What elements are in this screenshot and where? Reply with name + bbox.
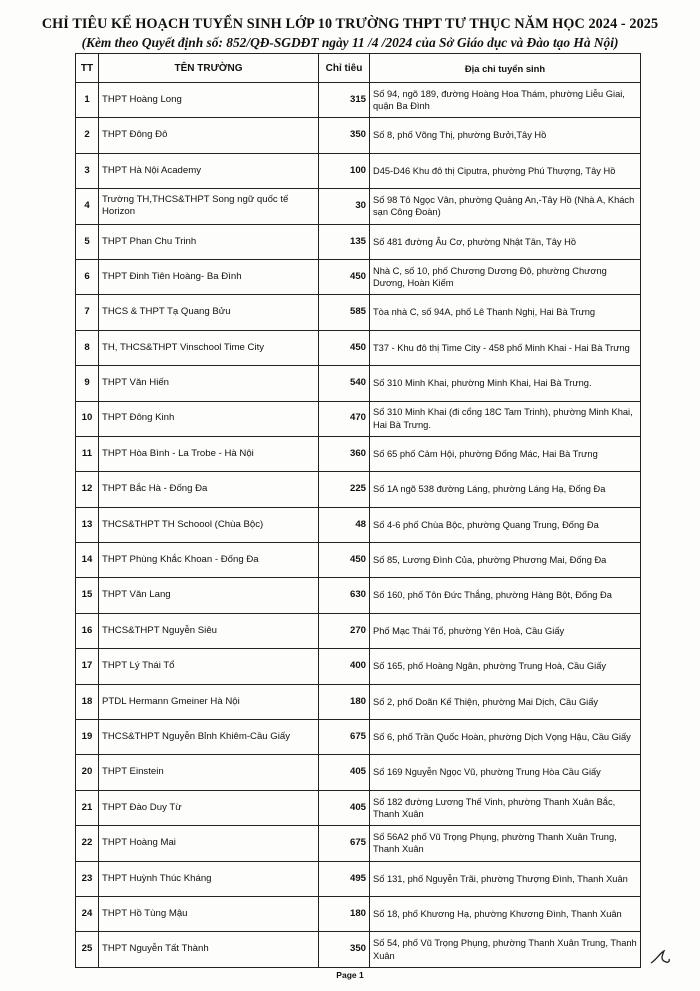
cell-quota: 450 <box>319 330 370 365</box>
cell-address: Nhà C, số 10, phố Chương Dương Độ, phường Chương Dương, Hoàn Kiếm <box>370 259 641 294</box>
cell-quota: 675 <box>319 720 370 755</box>
cell-address: Số 1A ngõ 538 đường Láng, phường Láng Hạ, Đống Đa <box>370 472 641 507</box>
page-number: Page 1 <box>336 970 364 980</box>
table-row <box>76 401 641 436</box>
cell-school-name: THPT Hoàng Mai <box>99 826 319 861</box>
cell-tt: 17 <box>76 649 99 684</box>
cell-school-name: THPT Phan Chu Trinh <box>99 224 319 259</box>
cell-tt: 3 <box>76 153 99 188</box>
cell-tt: 18 <box>76 684 99 719</box>
admission-quota-table <box>75 53 641 968</box>
table-row <box>76 790 641 825</box>
table-row <box>76 330 641 365</box>
cell-quota: 470 <box>319 401 370 436</box>
cell-quota: 630 <box>319 578 370 613</box>
cell-quota: 495 <box>319 861 370 896</box>
header-tt: TT <box>76 54 99 83</box>
table-row <box>76 684 641 719</box>
cell-address: Số 165, phố Hoàng Ngân, phường Trung Hoà, Cầu Giấy <box>370 649 641 684</box>
cell-quota: 30 <box>319 189 370 224</box>
cell-school-name: THPT Einstein <box>99 755 319 790</box>
cell-quota: 315 <box>319 83 370 118</box>
cell-tt: 13 <box>76 507 99 542</box>
cell-quota: 180 <box>319 896 370 931</box>
cell-quota: 270 <box>319 613 370 648</box>
cell-school-name: THPT Phùng Khắc Khoan - Đống Đa <box>99 543 319 578</box>
cell-school-name: THPT Đông Đô <box>99 118 319 153</box>
cell-tt: 11 <box>76 436 99 471</box>
cell-address: Số 85, Lương Đình Của, phường Phương Mai, Đống Đa <box>370 543 641 578</box>
cell-school-name: TH, THCS&THPT Vinschool Time City <box>99 330 319 365</box>
cell-quota: 405 <box>319 790 370 825</box>
header-address: Địa chỉ tuyển sinh <box>370 54 641 83</box>
table-row <box>76 755 641 790</box>
cell-tt: 4 <box>76 189 99 224</box>
cell-school-name: THPT Hồ Tùng Mậu <box>99 896 319 931</box>
cell-address: Số 182 đường Lương Thế Vinh, phường Thanh Xuân Bắc, Thanh Xuân <box>370 790 641 825</box>
cell-school-name: THPT Hoàng Long <box>99 83 319 118</box>
table-row <box>76 543 641 578</box>
cell-address: Số 18, phố Khương Hạ, phường Khương Đình, Thanh Xuân <box>370 896 641 931</box>
cell-tt: 21 <box>76 790 99 825</box>
cell-address: Số 94, ngõ 189, đường Hoàng Hoa Thám, phường Liễu Giai, quận Ba Đình <box>370 83 641 118</box>
cell-tt: 15 <box>76 578 99 613</box>
table-header-row <box>76 54 641 83</box>
table-row <box>76 720 641 755</box>
cell-address: Số 56A2 phố Vũ Trọng Phụng, phường Thanh Xuân Trung, Thanh Xuân <box>370 826 641 861</box>
cell-school-name: THPT Văn Hiến <box>99 366 319 401</box>
cell-tt: 25 <box>76 932 99 967</box>
table-row <box>76 259 641 294</box>
document-subtitle: (Kèm theo Quyết định số: 852/QĐ-SGDĐT ngày 11 /4 /2024 của Sở Giáo dục và Đào tạo Hà Nội) <box>81 35 619 50</box>
table-row <box>76 578 641 613</box>
cell-school-name: THPT Lý Thái Tổ <box>99 649 319 684</box>
pen-mark-icon <box>648 948 672 968</box>
cell-school-name: THPT Đào Duy Từ <box>99 790 319 825</box>
table-row <box>76 436 641 471</box>
cell-address: Số 8, phố Võng Thị, phường Bưởi,Tây Hồ <box>370 118 641 153</box>
document-title: CHỈ TIÊU KẾ HOẠCH TUYỂN SINH LỚP 10 TRƯỜNG THPT TƯ THỤC NĂM HỌC 2024 - 2025 <box>41 16 659 32</box>
cell-address: Tòa nhà C, số 94A, phố Lê Thanh Nghị, Hai Bà Trưng <box>370 295 641 330</box>
cell-tt: 14 <box>76 543 99 578</box>
cell-tt: 8 <box>76 330 99 365</box>
cell-school-name: THPT Bắc Hà - Đống Đa <box>99 472 319 507</box>
cell-address: Số 160, phố Tôn Đức Thắng, phường Hàng Bột, Đống Đa <box>370 578 641 613</box>
cell-tt: 2 <box>76 118 99 153</box>
cell-quota: 360 <box>319 436 370 471</box>
cell-quota: 400 <box>319 649 370 684</box>
table-row <box>76 189 641 224</box>
table-row <box>76 861 641 896</box>
cell-quota: 405 <box>319 755 370 790</box>
cell-quota: 350 <box>319 932 370 967</box>
cell-school-name: THPT Huỳnh Thúc Kháng <box>99 861 319 896</box>
cell-tt: 24 <box>76 896 99 931</box>
cell-tt: 12 <box>76 472 99 507</box>
cell-tt: 5 <box>76 224 99 259</box>
cell-address: Số 2, phố Doãn Kế Thiện, phường Mai Dịch, Cầu Giấy <box>370 684 641 719</box>
table-row <box>76 366 641 401</box>
cell-school-name: THPT Hòa Bình - La Trobe - Hà Nội <box>99 436 319 471</box>
cell-tt: 19 <box>76 720 99 755</box>
cell-tt: 6 <box>76 259 99 294</box>
cell-address: Số 481 đường Âu Cơ, phường Nhật Tân, Tây Hồ <box>370 224 641 259</box>
cell-address: Số 6, phố Trần Quốc Hoàn, phường Dịch Vọng Hậu, Cầu Giấy <box>370 720 641 755</box>
table-row <box>76 295 641 330</box>
cell-school-name: PTDL Hermann Gmeiner Hà Nội <box>99 684 319 719</box>
table-row <box>76 153 641 188</box>
cell-tt: 10 <box>76 401 99 436</box>
cell-tt: 16 <box>76 613 99 648</box>
table-row <box>76 507 641 542</box>
cell-tt: 22 <box>76 826 99 861</box>
cell-school-name: THCS&THPT Nguyễn Bỉnh Khiêm-Cầu Giấy <box>99 720 319 755</box>
cell-address: Số 54, phố Vũ Trọng Phụng, phường Thanh Xuân Trung, Thanh Xuân <box>370 932 641 967</box>
cell-tt: 23 <box>76 861 99 896</box>
table-row <box>76 118 641 153</box>
cell-address: Số 131, phố Nguyễn Trãi, phường Thượng Đình, Thanh Xuân <box>370 861 641 896</box>
cell-address: Số 4-6 phố Chùa Bộc, phường Quang Trung, Đống Đa <box>370 507 641 542</box>
table-row <box>76 932 641 967</box>
table-row <box>76 826 641 861</box>
cell-address: Số 310 Minh Khai (đi cổng 18C Tam Trinh), phường Minh Khai, Hai Bà Trưng. <box>370 401 641 436</box>
cell-quota: 135 <box>319 224 370 259</box>
cell-school-name: THPT Đông Kinh <box>99 401 319 436</box>
cell-school-name: THPT Nguyễn Tất Thành <box>99 932 319 967</box>
cell-quota: 100 <box>319 153 370 188</box>
table-row <box>76 224 641 259</box>
cell-quota: 450 <box>319 259 370 294</box>
cell-address: D45-D46 Khu đô thị Ciputra, phường Phú Thượng, Tây Hồ <box>370 153 641 188</box>
cell-tt: 20 <box>76 755 99 790</box>
cell-tt: 7 <box>76 295 99 330</box>
cell-quota: 350 <box>319 118 370 153</box>
cell-address: Số 65 phố Cảm Hội, phường Đống Mác, Hai Bà Trưng <box>370 436 641 471</box>
cell-school-name: THCS & THPT Tạ Quang Bửu <box>99 295 319 330</box>
cell-address: T37 - Khu đô thị Time City - 458 phố Minh Khai - Hai Bà Trưng <box>370 330 641 365</box>
table-row <box>76 896 641 931</box>
cell-quota: 540 <box>319 366 370 401</box>
cell-school-name: THCS&THPT TH Schoool (Chùa Bộc) <box>99 507 319 542</box>
cell-address: Số 169 Nguyễn Ngọc Vũ, phường Trung Hòa Cầu Giấy <box>370 755 641 790</box>
header-school-name: TÊN TRƯỜNG <box>99 54 319 83</box>
cell-tt: 9 <box>76 366 99 401</box>
table-body <box>76 83 641 968</box>
cell-quota: 450 <box>319 543 370 578</box>
cell-quota: 48 <box>319 507 370 542</box>
cell-quota: 180 <box>319 684 370 719</box>
table-row <box>76 472 641 507</box>
table-row <box>76 649 641 684</box>
cell-tt: 1 <box>76 83 99 118</box>
cell-school-name: THPT Hà Nội Academy <box>99 153 319 188</box>
cell-quota: 225 <box>319 472 370 507</box>
cell-school-name: THCS&THPT Nguyễn Siêu <box>99 613 319 648</box>
header-quota: Chỉ tiêu <box>319 54 370 83</box>
cell-school-name: Trường TH,THCS&THPT Song ngữ quốc tế Horizon <box>99 189 319 224</box>
cell-address: Số 98 Tô Ngọc Vân, phường Quảng An,-Tây Hồ (Nhà A, Khách sạn Công Đoàn) <box>370 189 641 224</box>
cell-quota: 585 <box>319 295 370 330</box>
table-row <box>76 83 641 118</box>
cell-address: Số 310 Minh Khai, phường Minh Khai, Hai Bà Trưng. <box>370 366 641 401</box>
table-row <box>76 613 641 648</box>
cell-quota: 675 <box>319 826 370 861</box>
cell-address: Phố Mạc Thái Tổ, phường Yên Hoà, Cầu Giấy <box>370 613 641 648</box>
cell-school-name: THPT Văn Lang <box>99 578 319 613</box>
cell-school-name: THPT Đinh Tiên Hoàng- Ba Đình <box>99 259 319 294</box>
